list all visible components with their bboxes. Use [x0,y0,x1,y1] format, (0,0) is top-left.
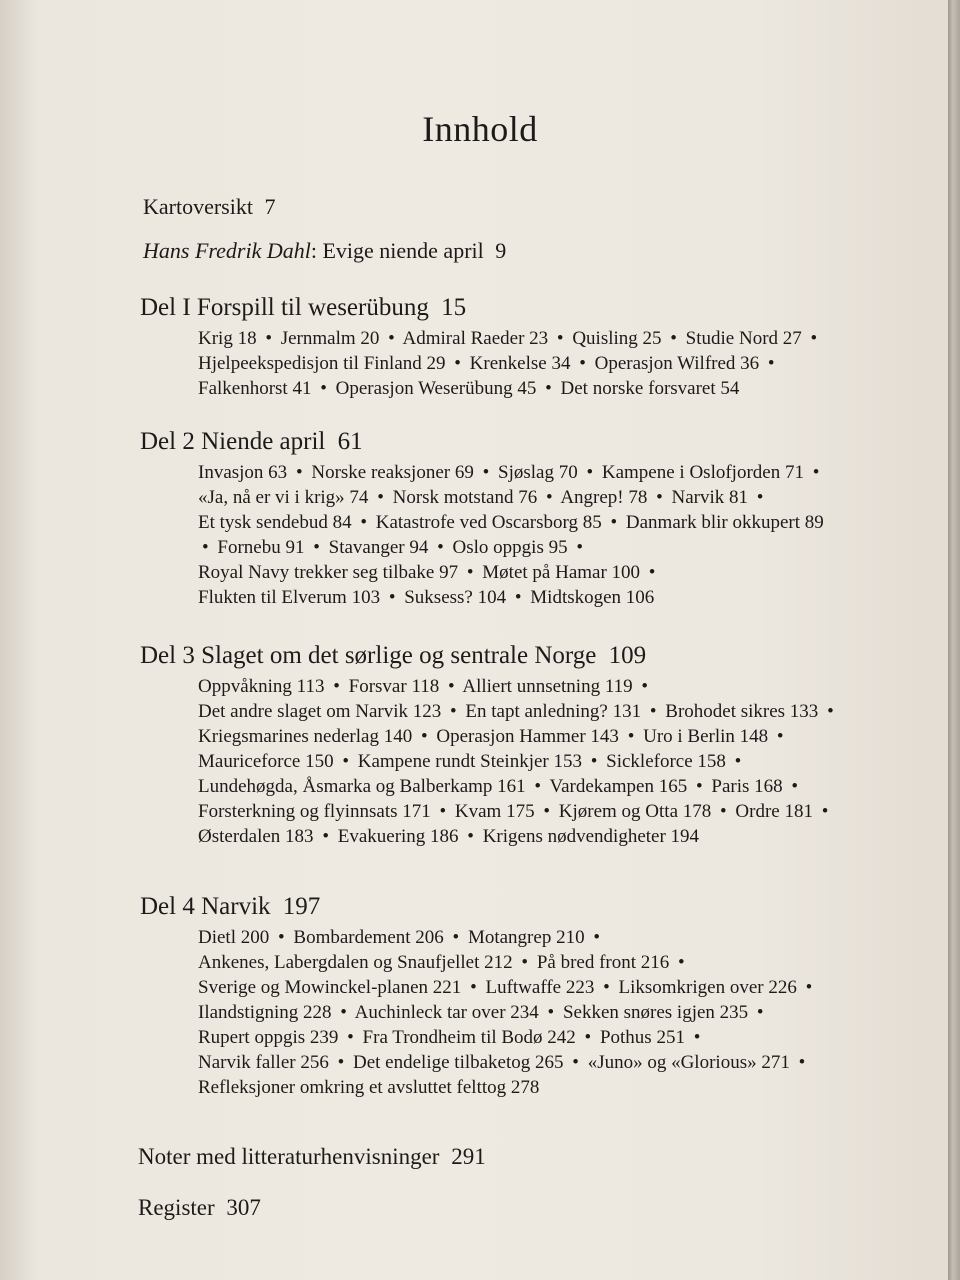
bullet-separator: • [670,328,677,349]
bullet-separator: • [693,1027,701,1048]
toc-entry: Norsk motstand 76 [392,487,538,508]
toc-entry: Auchinleck tar over 234 [354,1002,539,1023]
bullet-separator: • [467,826,474,847]
toc-entry: Ankenes, Labergdalen og Snaufjellet 212 [198,952,513,973]
bullet-separator: • [695,776,703,797]
toc-entry: Sverige og Mowinckel-planen 221 [198,977,462,998]
toc-entry: Krenkelse 34 [469,353,571,374]
bullet-separator: • [439,801,447,822]
bullet-separator: • [656,487,663,508]
toc-entry: Narvik 81 [671,487,749,508]
toc-entry: Oslo oppgis 95 [452,537,568,558]
bullet-separator: • [593,927,600,948]
bullet-separator: • [603,977,610,998]
bullet-separator: • [322,826,329,847]
bullet-separator: • [678,952,685,973]
toc-entry: Evakuering 186 [337,826,459,847]
toc-section-4 [140,893,840,1100]
toc-entry: Kampene rundt Steinkjer 153 [357,751,582,772]
bullet-separator: • [265,328,272,349]
section-heading: Del 3 Slaget om det sørlige og sentrale Norge 109 [140,642,647,669]
toc-entry: På bred front 216 [536,952,670,973]
section-entries [198,925,838,1100]
bullet-separator: • [360,512,367,533]
toc-entry: Luftwaffe 223 [485,977,595,998]
bullet-separator: • [776,726,784,747]
toc-entry: Fra Trondheim til Bodø 242 [362,1027,576,1048]
toc-entry: Kvam 175 [454,801,535,822]
bullet-separator: • [648,562,656,583]
toc-entry: Liksomkrigen over 226 [618,977,797,998]
bullet-separator: • [812,462,820,483]
toc-entry: Sekken snøres igjen 235 [562,1002,749,1023]
bullet-separator: • [482,462,490,483]
bullet-separator: • [333,676,340,697]
bullet-separator: • [388,328,395,349]
toc-entry: Sjøslag 70 [498,462,578,483]
toc-entry: Oppvåkning 113 [198,676,325,697]
toc-entry: Fornebu 91 [217,537,305,558]
toc-entry: Rupert oppgis 239 [198,1027,339,1048]
bullet-separator: • [454,353,461,374]
bullet-separator: • [202,537,209,558]
bullet-separator: • [821,801,829,822]
section-heading: Del I Forspill til weserübung 15 [140,294,467,321]
toc-back-entry-notes: Noter med litteraturhenvisninger 291 [138,1144,486,1169]
toc-entry: Motangrep 210 [467,927,585,948]
bullet-separator: • [586,462,594,483]
bullet-separator: • [320,378,327,399]
toc-entry: Uro i Berlin 148 [643,726,769,747]
toc-entry: Falkenhorst 41 [198,378,312,399]
bullet-separator: • [278,927,285,948]
toc-entry: Bombardement 206 [293,927,444,948]
bullet-separator: • [756,487,764,508]
bullet-separator: • [545,487,553,508]
bullet-separator: • [543,801,550,822]
bullet-separator: • [452,927,460,948]
bullet-separator: • [313,537,320,558]
bullet-separator: • [805,977,813,998]
bullet-separator: • [572,1052,579,1073]
toc-entry: Suksess? 104 [404,587,507,608]
toc-front-entry-maps: Kartoversikt 7 [143,194,276,219]
bullet-separator: • [649,701,657,722]
toc-back-entry-register: Register 307 [138,1195,261,1220]
toc-entry: En tapt anledning? 131 [465,701,642,722]
page-stack-edge [948,0,960,1280]
bullet-separator: • [514,587,522,608]
bullet-separator: • [347,1027,354,1048]
toc-entry: Invasjon 63 [198,462,288,483]
toc-entry: Alliert unnsetning 119 [462,676,633,697]
toc-section-1 [140,294,840,401]
bullet-separator: • [627,726,635,747]
toc-entry: Ilandstigning 228 [198,1002,332,1023]
section-heading: Del 2 Niende april 61 [140,428,363,455]
bullet-separator: • [470,977,477,998]
section-entries [198,460,838,610]
bullet-separator: • [340,1002,347,1023]
toc-entry: Jernmalm 20 [280,328,380,349]
bullet-separator: • [388,587,396,608]
toc-entry: Refleksjoner omkring et avsluttet felttog 278 [198,1077,540,1098]
toc-entry: Et tysk sendebud 84 [198,512,352,533]
toc-entry: Quisling 25 [572,328,662,349]
toc-entry: «Juno» og «Glorious» 271 [587,1052,790,1073]
toc-entry: Krigens nødvendigheter 194 [482,826,700,847]
bullet-separator: • [447,676,455,697]
bullet-separator: • [547,1002,555,1023]
bullet-separator: • [641,676,649,697]
bullet-separator: • [377,487,384,508]
toc-entry: Katastrofe ved Oscarsborg 85 [375,512,602,533]
bullet-separator: • [466,562,474,583]
toc-entry: Admiral Raeder 23 [402,328,549,349]
toc-entry: Midtskogen 106 [530,587,655,608]
bullet-separator: • [545,378,552,399]
bullet-separator: • [420,726,428,747]
toc-entry: Operasjon Hammer 143 [436,726,619,747]
toc-entry: Forsterkning og flyinnsats 171 [198,801,431,822]
toc-entry: Det andre slaget om Narvik 123 [198,701,442,722]
toc-entry: Kampene i Oslofjorden 71 [601,462,804,483]
toc-entry: Angrep! 78 [560,487,648,508]
bullet-separator: • [342,751,349,772]
bullet-separator: • [534,776,542,797]
bullet-separator: • [767,353,775,374]
bullet-separator: • [720,801,727,822]
preface-author: Hans Fredrik Dahl [143,238,311,263]
bullet-separator: • [734,751,742,772]
toc-entry: Mauriceforce 150 [198,751,334,772]
bullet-separator: • [337,1052,345,1073]
toc-entry: Kriegsmarines nederlag 140 [198,726,413,747]
toc-entry: Forsvar 118 [348,676,440,697]
toc-entry: Danmark blir okkupert 89 [625,512,824,533]
section-heading: Del 4 Narvik 197 [140,893,321,920]
toc-entry: Flukten til Elverum 103 [198,587,381,608]
toc-entry: Studie Nord 27 [685,328,802,349]
bullet-separator: • [579,353,586,374]
bullet-separator: • [791,776,799,797]
bullet-separator: • [295,462,303,483]
toc-entry: Royal Navy trekker seg tilbake 97 [198,562,459,583]
toc-entry: Stavanger 94 [328,537,429,558]
toc-entry: Hjelpeekspedisjon til Finland 29 [198,353,446,374]
toc-entry: Møtet på Hamar 100 [482,562,641,583]
toc-entry: Dietl 200 [198,927,270,948]
section-entries [198,674,838,849]
toc-entry: Østerdalen 183 [198,826,314,847]
toc-entry: Brohodet sikres 133 [665,701,819,722]
toc-section-3 [140,642,840,849]
toc-entry: Narvik faller 256 [198,1052,329,1073]
toc-entry: Krig 18 [198,328,257,349]
toc-entry: Sickleforce 158 [606,751,726,772]
toc-entry: Norske reaksjoner 69 [311,462,474,483]
bullet-separator: • [756,1002,764,1023]
toc-entry: Vardekampen 165 [549,776,688,797]
bullet-separator: • [827,701,834,722]
bullet-separator: • [584,1027,592,1048]
section-entries [198,326,838,401]
bullet-separator: • [437,537,444,558]
toc-entry: Lundehøgda, Åsmarka og Balberkamp 161 [198,776,526,797]
toc-entry: «Ja, nå er vi i krig» 74 [198,487,369,508]
toc-section-2 [140,428,840,610]
toc-entry: Paris 168 [711,776,783,797]
bullet-separator: • [610,512,618,533]
bullet-separator: • [590,751,598,772]
toc-entry: Operasjon Weserübung 45 [335,378,537,399]
toc-entry: Det norske forsvaret 54 [560,378,740,399]
page-title: Innhold [422,109,538,149]
toc-front-entry-preface: Hans Fredrik Dahl: Evige niende april 9 [143,238,507,263]
toc-entry: Kjørem og Otta 178 [558,801,712,822]
bullet-separator: • [556,328,564,349]
bullet-separator: • [810,328,818,349]
toc-entry: Operasjon Wilfred 36 [594,353,760,374]
toc-entry: Ordre 181 [735,801,813,822]
toc-entry: Pothus 251 [599,1027,685,1048]
bullet-separator: • [521,952,529,973]
bullet-separator: • [449,701,457,722]
toc-entry: Det endelige tilbaketog 265 [353,1052,564,1073]
bullet-separator: • [798,1052,806,1073]
bullet-separator: • [576,537,584,558]
